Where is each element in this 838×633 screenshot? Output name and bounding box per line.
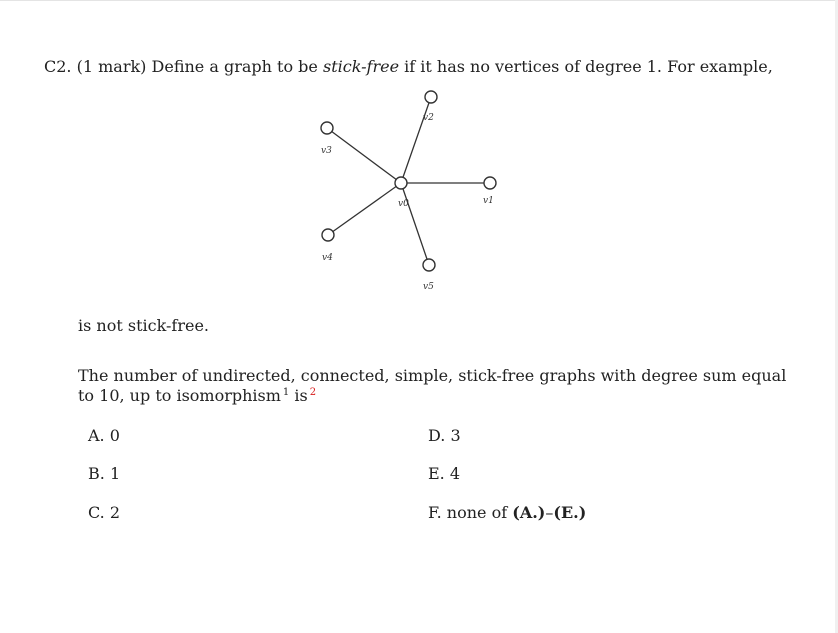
option-c[interactable] bbox=[88, 503, 120, 522]
option-e-letter: E. bbox=[428, 464, 445, 483]
edge-v0-v2 bbox=[401, 97, 431, 183]
option-e[interactable] bbox=[428, 464, 460, 483]
option-c-letter: C. bbox=[88, 503, 105, 522]
question-marks: (1 mark) bbox=[76, 57, 147, 76]
option-e-value: 4 bbox=[449, 464, 461, 483]
option-d-value: 3 bbox=[450, 426, 461, 445]
footnote-2[interactable]: 2 bbox=[309, 386, 317, 398]
question-text-after: if it has no vertices of degree 1. For example, bbox=[404, 57, 773, 76]
vertex-label-v0: v0 bbox=[398, 199, 409, 209]
option-f-letter: F. bbox=[428, 503, 442, 522]
question-header bbox=[44, 57, 773, 76]
example-graph-figure bbox=[300, 82, 530, 297]
option-f[interactable] bbox=[428, 503, 586, 522]
page-top-edge bbox=[0, 0, 838, 1]
footnote-1[interactable]: 1 bbox=[282, 386, 290, 398]
prompt-line-1: The number of undirected, connected, simple, stick-free graphs with degree sum equal bbox=[78, 366, 787, 385]
vertex-label-v1: v1 bbox=[483, 196, 494, 206]
option-a-letter: A. bbox=[88, 426, 105, 445]
option-d-letter: D. bbox=[428, 426, 446, 445]
option-f-range-start: (A.) bbox=[512, 503, 546, 522]
prompt-line-2-text: to 10, up to isomorphism bbox=[78, 386, 281, 405]
vertex-v5 bbox=[423, 259, 435, 271]
option-f-value: none of bbox=[446, 503, 508, 522]
after-figure-text: is not stick-free. bbox=[78, 316, 209, 335]
vertex-v0 bbox=[395, 177, 407, 189]
vertex-label-v3: v3 bbox=[321, 146, 332, 156]
question-term: stick-free bbox=[322, 57, 400, 76]
option-b-value: 1 bbox=[109, 464, 121, 483]
question-text-before: Define a graph to be bbox=[151, 57, 318, 76]
vertex-v4 bbox=[322, 229, 334, 241]
vertex-label-v2: v2 bbox=[423, 113, 434, 123]
vertex-label-v4: v4 bbox=[322, 253, 333, 263]
prompt-is-word: is bbox=[294, 386, 308, 405]
vertex-v2 bbox=[425, 91, 437, 103]
option-f-dash: – bbox=[545, 503, 554, 522]
question-id: C2. bbox=[44, 57, 72, 76]
option-f-range-end: (E.) bbox=[553, 503, 587, 522]
vertex-v1 bbox=[484, 177, 496, 189]
option-a[interactable] bbox=[88, 426, 120, 445]
vertex-label-v5: v5 bbox=[423, 282, 434, 292]
option-c-value: 2 bbox=[109, 503, 121, 522]
option-d[interactable] bbox=[428, 426, 461, 445]
option-b[interactable] bbox=[88, 464, 120, 483]
option-b-letter: B. bbox=[88, 464, 105, 483]
edge-v0-v5 bbox=[401, 183, 429, 265]
option-a-value: 0 bbox=[109, 426, 120, 445]
edge-v0-v4 bbox=[328, 183, 401, 235]
vertex-v3 bbox=[321, 122, 333, 134]
edge-v0-v3 bbox=[327, 128, 401, 183]
prompt-line-2 bbox=[78, 386, 316, 405]
